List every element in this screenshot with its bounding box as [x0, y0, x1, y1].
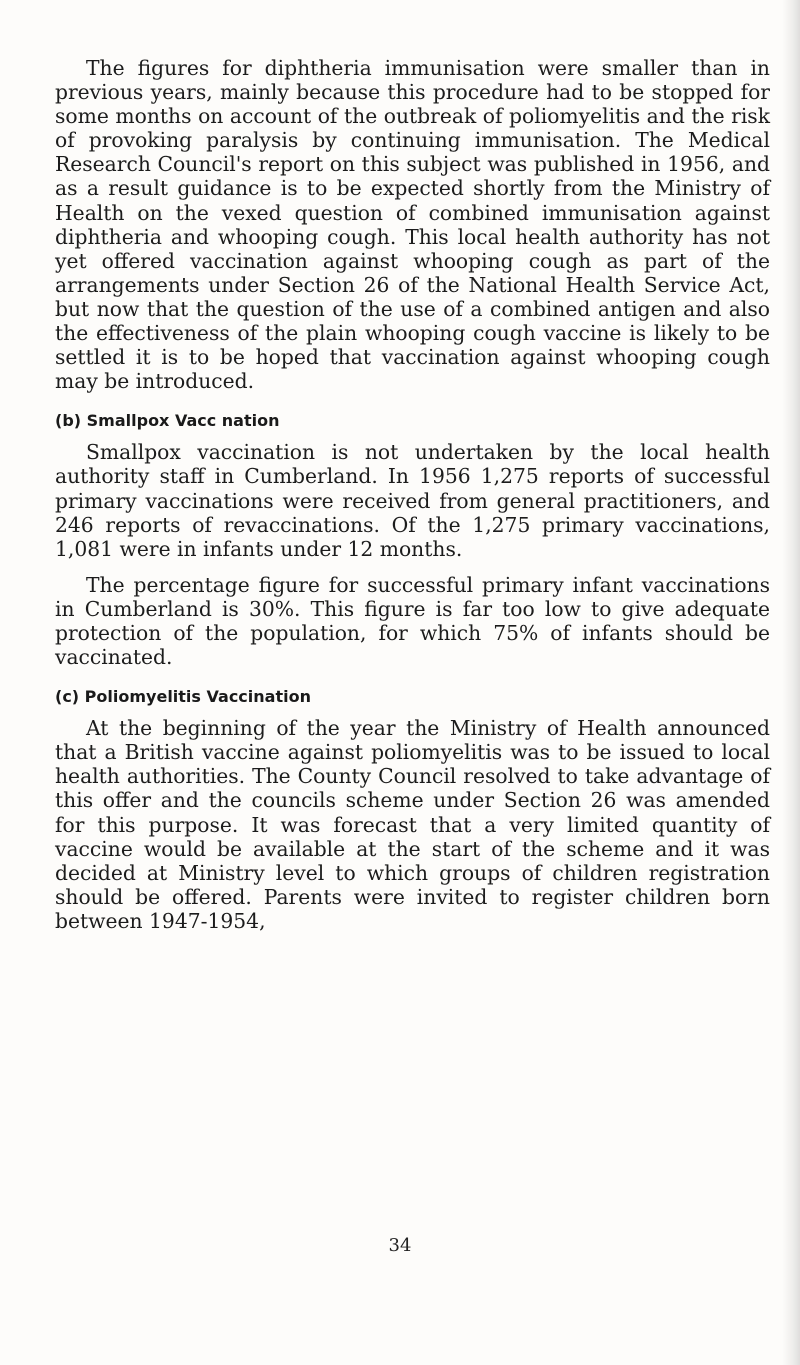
document-page: [55, 56, 770, 933]
paragraph-poliomyelitis: At the beginning of the year the Ministry of Health announced that a British vaccine against poliomyelitis was to be issued to local health authorities. The County Council resolved to take advantage of this offer and the councils scheme under Section 26 was amended for this purpose. It was forecast that a very limited quantity of vaccine would be available at the start of the scheme and it was decided at Ministry level to which groups of children registration should be offered. Parents were invited to register children born between 1947-1954,: [55, 716, 770, 933]
paragraph-diphtheria: The figures for diphtheria immunisation were smaller than in previous years, mainly because this procedure had to be stopped for some months on account of the outbreak of poliomyelitis and the risk of provoking paralysis by continuing immunisation. The Medical Research Council's report on this subject was published in 1956, and as a result guidance is to be expected shortly from the Ministry of Health on the vexed question of combined immunisation against diphtheria and whooping cough. This local health authority has not yet offered vaccination against whooping cough as part of the arrangements under Section 26 of the National Health Service Act, but now that the question of the use of a combined antigen and also the effectiveness of the plain whooping cough vaccine is likely to be settled it is to be hoped that vaccination against whooping cough may be introduced.: [55, 56, 770, 394]
section-heading-smallpox: (b) Smallpox Vacc nation: [55, 411, 280, 431]
paragraph-percentage: The percentage figure for successful primary infant vaccinations in Cumberland is 30%. This figure is far too low to give adequate protection of the population, for which 75% of infants should be vaccinated.: [55, 572, 770, 670]
paragraph-smallpox: Smallpox vaccination is not undertaken by the local health authority staff in Cumberland. In 1956 1,275 reports of successful primary vaccinations were received from general practitioners, and 246 reports of revaccinations. Of the 1,275 primary vaccinations, 1,081 were in infants under 12 months.: [55, 440, 770, 561]
section-heading-poliomyelitis: (c) Poliomyelitis Vaccination: [55, 687, 311, 707]
page-edge-shadow: [782, 0, 800, 1365]
page-number: 34: [388, 1235, 412, 1256]
